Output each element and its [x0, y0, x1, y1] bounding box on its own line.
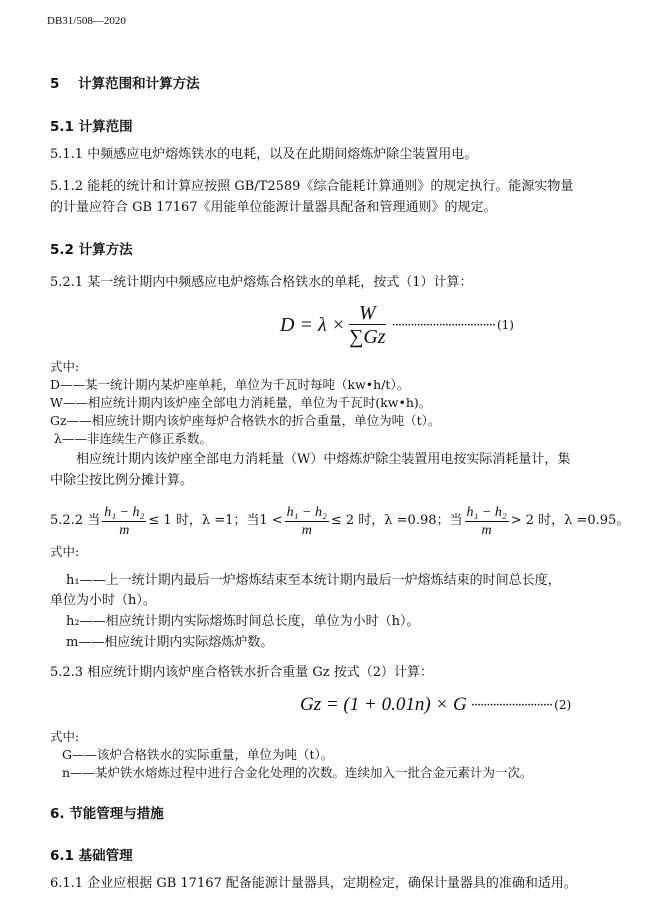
note-line-2: 中除尘按比例分摊计算。 [50, 473, 194, 488]
where-label-1: 式中: [50, 359, 80, 374]
condition-text-3: > 2 时，λ =0.95。 [510, 513, 630, 528]
formula-1-fraction [349, 302, 385, 349]
definition-d: D——某一统计期内某炉座单耗，单位为千瓦时每吨（kw•h/t）。 [50, 377, 410, 392]
fraction-2-denominator: m [301, 522, 312, 538]
fraction-3-denominator: m [481, 522, 492, 538]
condition-fraction-1 [102, 504, 146, 539]
definition-gz: Gz——相应统计期内该炉座每炉合格铁水的折合重量，单位为吨（t）。 [50, 413, 441, 428]
note-line-1: 相应统计期内该炉座全部电力消耗量（W）中熔炼炉除尘装置用电按实际消耗量计，集 [76, 452, 571, 467]
condition-fraction-3 [465, 504, 509, 539]
clause-5-1-2-line2: 的计量应符合 GB 17167《用能单位能源计量器具配备和管理通则》的规定。 [50, 200, 497, 215]
formula-1-denominator: ∑Gz [349, 325, 386, 348]
definition-w: W——相应统计期内该炉座全部电力消耗量，单位为千瓦时(kw•h)。 [50, 395, 432, 410]
clause-5-2-2-prefix: 5.2.2 当 [50, 513, 101, 528]
condition-fraction-2 [285, 504, 329, 539]
definition-h1-line2: 单位为小时（h）。 [50, 593, 156, 608]
section-6-heading: 6. 节能管理与措施 [50, 806, 164, 822]
formula-2-leader-dots: ·························· [470, 697, 553, 713]
formula-1-lhs: D = λ × [280, 313, 346, 336]
definition-lambda: λ——非连续生产修正系数。 [54, 431, 212, 446]
section-5-heading [50, 72, 200, 92]
formula-1 [280, 300, 514, 350]
clause-5-2-2 [50, 500, 629, 542]
section-number: 5 [50, 76, 60, 92]
where-label-3: 式中: [50, 729, 80, 744]
section-title: 计算范围和计算方法 [78, 76, 200, 92]
fraction-2-numerator: h₁ − h₂ [286, 504, 327, 520]
formula-1-tag: (1) [496, 318, 514, 332]
condition-text-2: ≤ 2 时，λ =0.98；当 [330, 513, 463, 528]
definition-g: G——该炉合格铁水的实际重量，单位为吨（t）。 [62, 747, 334, 762]
clause-5-1-2-line1: 5.1.2 能耗的统计和计算应按照 GB/T2589《综合能耗计算通则》的规定执行。能源实物量 [50, 179, 574, 194]
formula-1-leader-dots: ································· [391, 317, 495, 333]
document-code: DB31/508—2020 [47, 15, 126, 27]
subsection-6-1-heading: 6.1 基础管理 [50, 848, 133, 864]
definition-n: n——某炉铁水熔炼过程中进行合金化处理的次数。连续加入一批合金元素计为一次。 [62, 765, 533, 780]
formula-1-numerator: W [349, 302, 385, 325]
definition-h2: h₂——相应统计期内实际熔炼时间总长度，单位为小时（h）。 [66, 614, 420, 629]
subsection-5-1-heading: 5.1 计算范围 [50, 119, 133, 135]
where-label-2: 式中: [50, 544, 80, 559]
condition-text-1: ≤ 1 时，λ =1；当1 < [148, 513, 283, 528]
definition-h1-line1: h₁——上一统计期内最后一炉熔炼结束至本统计期内最后一炉熔炼结束的时间总长度， [66, 573, 561, 588]
fraction-3-numerator: h₁ − h₂ [466, 504, 507, 520]
definition-m: m——相应统计期内实际熔炼炉数。 [66, 635, 274, 650]
formula-2-tag: (2) [554, 698, 572, 712]
fraction-1-denominator: m [119, 522, 130, 538]
clause-5-2-1: 5.2.1 某一统计期内中频感应电炉熔炼合格铁水的单耗，按式（1）计算： [50, 275, 473, 290]
formula-2-expression: Gz = (1 + 0.01n) × G [300, 694, 467, 715]
clause-5-2-3: 5.2.3 相应统计期内该炉座合格铁水折合重量 Gz 按式（2）计算： [50, 665, 433, 680]
clause-6-1-1: 6.1.1 企业应根据 GB 17167 配备能源计量器具，定期检定，确保计量器具的准确和适用。 [50, 876, 577, 891]
formula-2 [300, 690, 571, 720]
clause-5-1-1: 5.1.1 中频感应电炉熔炼铁水的电耗，以及在此期间熔炼炉除尘装置用电。 [50, 147, 478, 162]
fraction-1-numerator: h₁ − h₂ [104, 504, 145, 520]
subsection-5-2-heading: 5.2 计算方法 [50, 242, 133, 258]
